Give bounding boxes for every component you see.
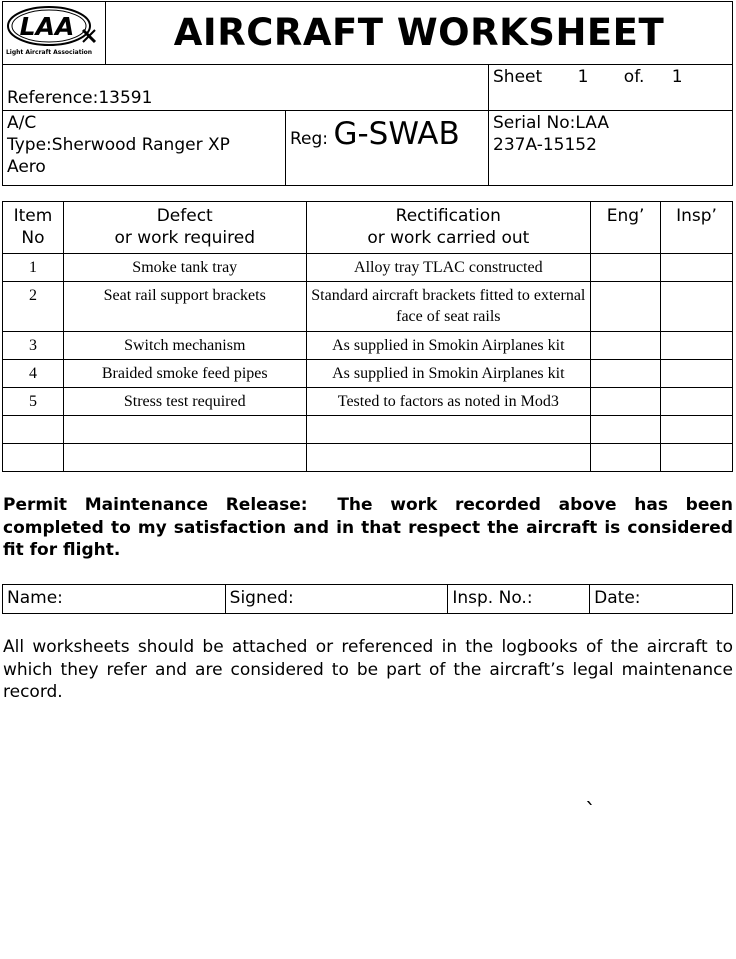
insp-no-field: Insp. No.:: [448, 585, 590, 614]
item-no: [3, 416, 64, 444]
permit-release-statement: [3, 494, 733, 562]
table-row: [3, 282, 733, 332]
items-header-row: [3, 202, 733, 254]
item-eng: [591, 282, 661, 332]
item-defect: Switch mechanism: [63, 332, 306, 360]
permit-text: The work recorded above has been completed to my satisfaction and in that respect the aircraft is considered fit for flight.: [3, 495, 733, 560]
item-defect: [63, 416, 306, 444]
laa-logo: [3, 2, 104, 58]
item-eng: [591, 254, 661, 282]
item-eng: [591, 416, 661, 444]
signature-row: [2, 584, 733, 614]
reg-value: G-SWAB: [333, 116, 460, 152]
item-eng: [591, 360, 661, 388]
table-row: [3, 416, 733, 444]
item-no: 2: [3, 282, 64, 332]
item-eng: [591, 444, 661, 472]
ac-type-line1: A/C: [7, 113, 37, 133]
worksheet-header: [2, 1, 733, 186]
of-label: of.: [623, 67, 645, 87]
reg-cell: [286, 111, 489, 186]
serial-line1: Serial No:LAA: [493, 113, 609, 133]
sheet-number: 1: [577, 67, 589, 87]
item-defect: Smoke tank tray: [63, 254, 306, 282]
item-defect: Seat rail support brackets: [63, 282, 306, 332]
reg-label: Reg:: [290, 129, 329, 149]
sheet-label: Sheet: [493, 67, 543, 87]
date-field: Date:: [590, 585, 733, 614]
ac-type-cell: [3, 111, 286, 186]
stray-mark: `: [585, 800, 596, 825]
item-defect: Braided smoke feed pipes: [63, 360, 306, 388]
reference-value: 13591: [98, 88, 153, 108]
name-field: Name:: [3, 585, 226, 614]
item-rectification: As supplied in Smokin Airplanes kit: [306, 332, 591, 360]
item-defect: Stress test required: [63, 388, 306, 416]
sheet-total: 1: [671, 67, 683, 87]
item-no: 3: [3, 332, 64, 360]
col-header-insp: Insp’: [661, 202, 733, 254]
page-title: AIRCRAFT WORKSHEET: [173, 11, 665, 54]
sheet-cell: [489, 65, 733, 111]
item-no: [3, 444, 64, 472]
logo-subtitle: Light Aircraft Association: [5, 49, 93, 56]
item-eng: [591, 332, 661, 360]
serial-line2: 237A-15152: [493, 135, 597, 155]
item-insp: [661, 282, 733, 332]
table-row: [3, 388, 733, 416]
table-row: [3, 360, 733, 388]
item-insp: [661, 254, 733, 282]
item-no: 4: [3, 360, 64, 388]
reference-cell: [3, 65, 489, 111]
col-header-eng: Eng’: [591, 202, 661, 254]
item-rectification: [306, 416, 591, 444]
logo-cell: [3, 2, 106, 65]
footer-note: All worksheets should be attached or referenced in the logbooks of the aircraft to which they refer and are considered to be part of the aircraft’s legal maintenance record.: [3, 637, 733, 702]
item-no: 1: [3, 254, 64, 282]
item-defect: [63, 444, 306, 472]
item-insp: [661, 388, 733, 416]
item-insp: [661, 332, 733, 360]
logo-text: LAA: [19, 12, 75, 41]
ac-type-line2: Type:Sherwood Ranger XP: [7, 135, 230, 155]
item-insp: [661, 360, 733, 388]
item-rectification: Standard aircraft brackets fitted to external face of seat rails: [306, 282, 591, 332]
reference-label: Reference:: [7, 88, 99, 108]
serial-cell: [489, 111, 733, 186]
item-rectification: As supplied in Smokin Airplanes kit: [306, 360, 591, 388]
item-no: 5: [3, 388, 64, 416]
item-rectification: Alloy tray TLAC constructed: [306, 254, 591, 282]
table-row: [3, 444, 733, 472]
col-header-defect: Defect or work required: [63, 202, 306, 254]
signed-field: Signed:: [225, 585, 448, 614]
permit-label: Permit Maintenance Release:: [3, 495, 308, 515]
table-row: [3, 332, 733, 360]
item-rectification: [306, 444, 591, 472]
ac-type-line3: Aero: [7, 157, 46, 177]
item-insp: [661, 416, 733, 444]
item-rectification: Tested to factors as noted in Mod3: [306, 388, 591, 416]
item-eng: [591, 388, 661, 416]
col-header-rectification: Rectification or work carried out: [306, 202, 591, 254]
col-header-item: Item No: [3, 202, 64, 254]
item-insp: [661, 444, 733, 472]
title-cell: [106, 2, 733, 65]
table-row: [3, 254, 733, 282]
items-table: [2, 201, 733, 472]
